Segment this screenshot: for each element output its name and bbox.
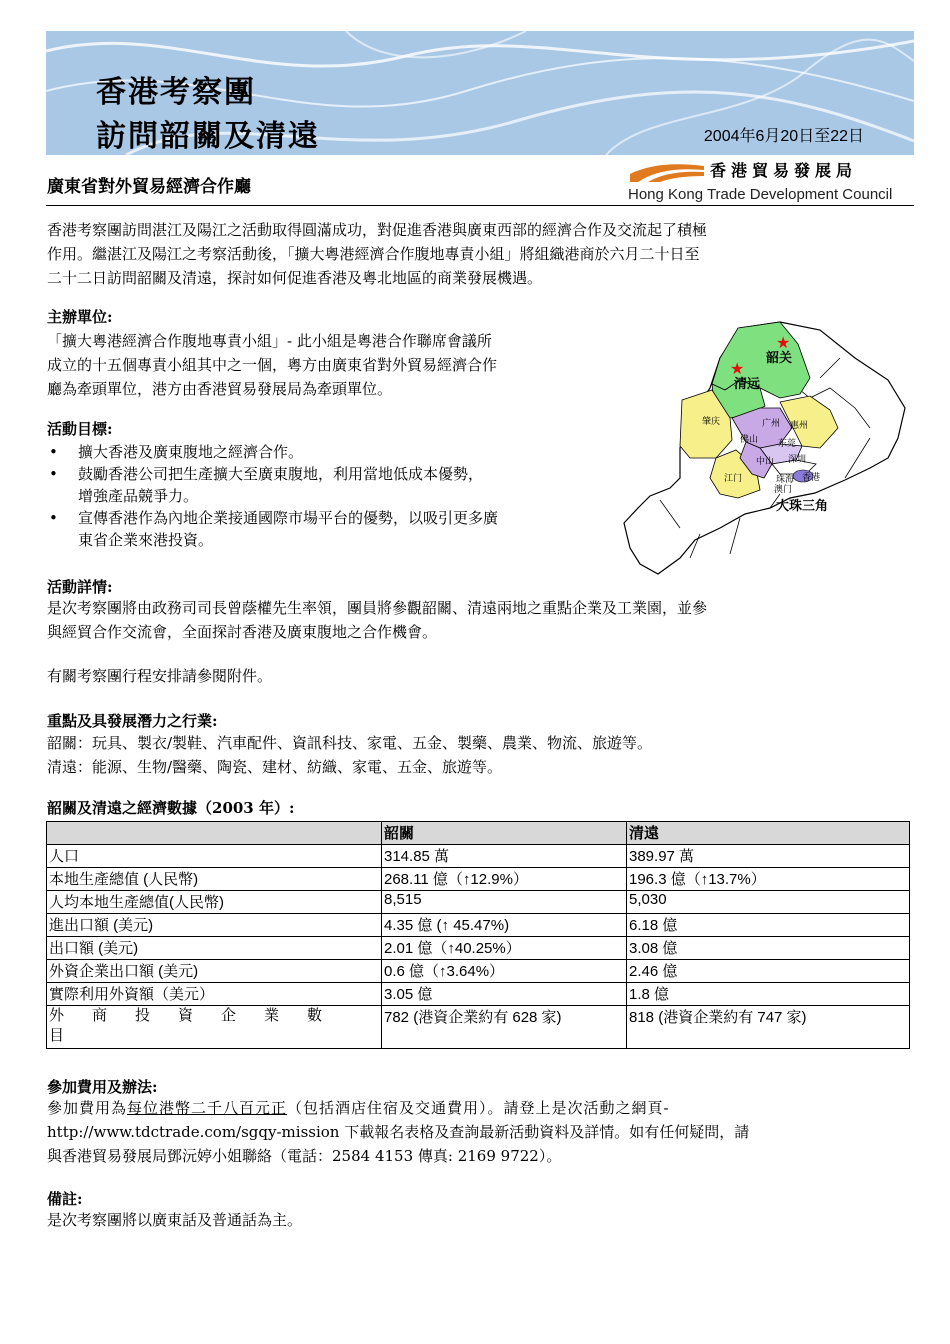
details-heading: 活動詳情: <box>47 578 113 596</box>
sponsor-line: 「擴大粵港經濟合作腹地專責小組」- 此小組是粵港合作聯席會議所 <box>47 332 492 350</box>
logo-chinese: 香港貿易發展局 <box>710 161 858 180</box>
map-label-foshan: 佛山 <box>740 435 759 445</box>
map-label-zhuhai: 珠海 <box>776 475 795 485</box>
remarks-text: 是次考察團將以廣東話及普通話為主。 <box>47 1211 303 1229</box>
table-row: 人均本地生產總值(人民幣) 8,515 5,030 <box>47 891 910 914</box>
intro-line: 香港考察團訪問湛江及陽江之活動取得圓滿成功，對促進香港與廣東西部的經濟合作及交流起了積極 <box>47 221 708 239</box>
industries-shaoguan: 韶關：玩具、製衣/製鞋、汽車配件、資訊科技、家電、五金、製藥、農業、物流、旅遊等。 <box>47 734 653 752</box>
table-header-cell: 清遠 <box>627 822 910 845</box>
map-label-zhongshan: 中山 <box>756 457 775 467</box>
intro-paragraph <box>47 218 707 290</box>
list-item: • 鼓勵香港公司把生產擴大至廣東腹地，利用當地低成本優勢， 增強產品競爭力。 <box>47 463 627 507</box>
objectives-heading: 活動目標: <box>47 420 113 438</box>
fee-line: 與香港貿易發展局鄧沅婷小姐聯絡（電話：2584 4153 傳真: 2169 9722）。 <box>47 1147 562 1165</box>
industries-list <box>47 731 652 779</box>
table-header-cell: 韶關 <box>382 822 627 845</box>
fee-amount: 每位港幣二千八百元正 <box>127 1099 288 1117</box>
details-line: 是次考察團將由政務司司長曾蔭權先生率領，團員將參觀韶關、清遠兩地之重點企業及工業園，並參 <box>47 599 708 617</box>
table-header-cell <box>47 822 382 845</box>
table-row: 外資企業出口額 (美元) 0.6 億（↑3.64%） 2.46 億 <box>47 960 910 983</box>
banner-title-line2: 訪問韶關及清遠 <box>96 119 320 154</box>
qingyuan-star-icon: ★ <box>730 359 745 378</box>
table-row: 人口 314.85 萬 389.97 萬 <box>47 845 910 868</box>
fee-paragraph <box>47 1096 915 1168</box>
itinerary-note: 有關考察團行程安排請參閱附件。 <box>47 667 273 685</box>
details-paragraph <box>47 596 707 644</box>
objectives-list <box>47 441 627 551</box>
table-header-row <box>47 822 910 845</box>
intro-line: 作用。繼湛江及陽江之考察活動後，「擴大粵港經濟合作腹地專責小組」將組織港商於六月二十日至 <box>47 245 700 263</box>
economic-data-table <box>46 821 910 1049</box>
sponsor-heading: 主辦單位: <box>47 308 113 326</box>
remarks-heading: 備註: <box>47 1190 83 1208</box>
sponsor-line: 廳為牽頭單位，港方由香港貿易發展局為牽頭單位。 <box>47 380 393 398</box>
sponsor-paragraph <box>47 329 497 401</box>
map-label-guangzhou: 广州 <box>762 419 781 429</box>
shaoguan-star-icon: ★ <box>776 333 791 352</box>
map-label-prd: 大珠三角 <box>776 499 829 514</box>
details-line: 與經貿合作交流會，全面探討香港及廣東腹地之合作機會。 <box>47 623 438 641</box>
header-divider <box>46 205 914 206</box>
logo-english: Hong Kong Trade Development Council <box>628 186 893 203</box>
map-label-shaoguan: 韶关 <box>766 351 793 366</box>
registration-link[interactable]: http://www.tdctrade.com/sgqy-mission <box>47 1123 340 1141</box>
banner-title-line1: 香港考察團 <box>96 75 256 110</box>
header-banner <box>46 31 914 155</box>
fee-line: http://www.tdctrade.com/sgqy-mission 下載報名表格及查詢最新活動資料及詳情。如有任何疑問，請 <box>47 1123 750 1141</box>
banner-date: 2004年6月20日至22日 <box>703 128 864 145</box>
list-item: • 擴大香港及廣東腹地之經濟合作。 <box>47 441 627 463</box>
guangdong-map <box>620 318 910 580</box>
table-row: 本地生產總值 (人民幣) 268.11 億（↑12.9%） 196.3 億（↑13.7%） <box>47 868 910 891</box>
table-row: 實際利用外資額（美元） 3.05 億 1.8 億 <box>47 983 910 1006</box>
fee-heading: 參加費用及辦法: <box>47 1078 158 1096</box>
table-row: 進出口額 (美元) 4.35 億 (↑ 45.47%) 6.18 億 <box>47 914 910 937</box>
map-label-huizhou: 惠州 <box>790 421 809 431</box>
table-row: 外商投資企業數目 782 (港資企業約有 628 家) 818 (港資企業約有 747 家) <box>47 1006 910 1049</box>
intro-line: 二十二日訪問韶關及清遠，探討如何促進香港及粵北地區的商業發展機遇。 <box>47 269 543 287</box>
map-label-hongkong: 香港 <box>802 473 821 483</box>
industries-heading: 重點及具發展潛力之行業: <box>47 712 218 730</box>
organizer-name: 廣東省對外貿易經濟合作廳 <box>47 177 251 197</box>
map-label-zhaoqing: 肇庆 <box>702 417 721 427</box>
industries-qingyuan: 清遠：能源、生物/醫藥、陶瓷、建材、紡織、家電、五金、旅遊等。 <box>47 758 503 776</box>
table-title: 韶關及清遠之經濟數據（2003 年）: <box>47 799 295 817</box>
map-label-qingyuan: 清远 <box>734 377 761 392</box>
fee-line: 參加費用為每位港幣二千八百元正（包括酒店住宿及交通費用）。請登上是次活動之網頁- <box>47 1099 670 1117</box>
hktdc-logo-mark <box>628 156 706 184</box>
table-row: 出口額 (美元) 2.01 億（↑40.25%） 3.08 億 <box>47 937 910 960</box>
hktdc-logo <box>628 156 913 208</box>
map-label-dongguan: 东莞 <box>778 439 797 449</box>
map-label-shenzhen: 深圳 <box>788 455 807 465</box>
map-label-jiangmen: 江门 <box>724 474 743 484</box>
map-label-macau: 澳门 <box>774 485 793 495</box>
list-item: • 宣傳香港作為內地企業接通國際市場平台的優勢，以吸引更多廣 東省企業來港投資。 <box>47 507 627 551</box>
sponsor-line: 成立的十五個專責小組其中之一個，粵方由廣東省對外貿易經濟合作 <box>47 356 498 374</box>
